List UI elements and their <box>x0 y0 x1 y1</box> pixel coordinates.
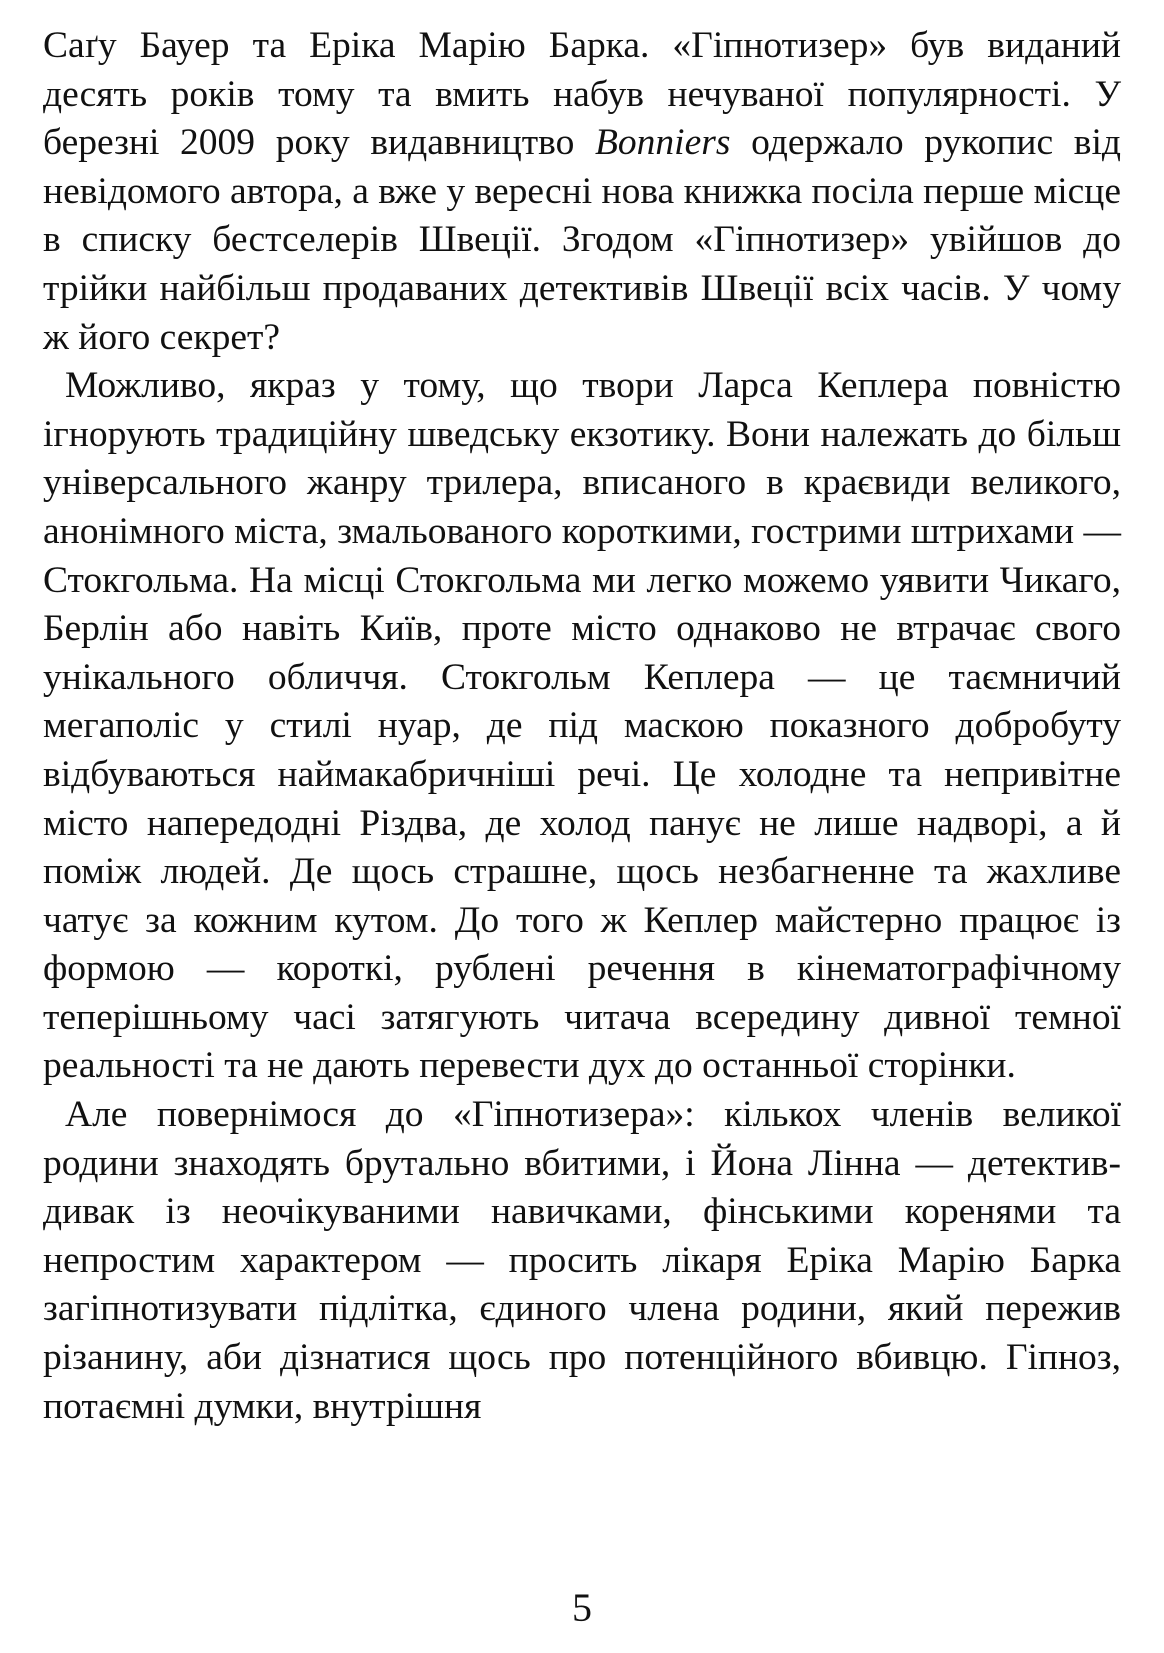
page-text-body <box>43 22 1121 1431</box>
paragraph-1-text-end: одержало рукопис від невідомого автора, а вже у вересні нова книжка посіла перше місце в списку бестселерів Швеції. Згодом «Гіпнотизер» увійшов до трійки найбільш продаваних детективів Швеції всіх часів. У чому ж його секрет? <box>43 122 1121 358</box>
paragraph-2: Можливо, якраз у тому, що твори Ларса Кеплера повністю ігнорують традиційну шведську екзотику. Вони належать до більш універсального жанру трилера, вписаного в краєвиди великого, анонімного міста, змальованого короткими, гострими штрихами — Стокгольма. На місці Стокгольма ми легко можемо уявити Чикаго, Берлін або навіть Київ, проте місто однаково не втрачає свого унікального обличчя. Стокгольм Кеплера — це таємничий мегаполіс у стилі нуар, де під маскою показного добробуту відбуваються наймакабричніші речі. Це холодне та непривітне місто напередодні Різдва, де холод панує не лише надворі, а й поміж людей. Де щось страшне, щось незбагненне та жахливе чатує за кожним кутом. До того ж Кеплер майстерно працює із формою — короткі, рублені речення в кінематографічному теперішньому часі затягують читача всередину дивної темної реальності та не дають перевести дух до останньої сторінки. <box>43 365 1121 1087</box>
paragraph-1-text-start: Саґу Бауер та Еріка Марію Барка. «Гіпнотизер» був виданий десять років тому та вмить набув нечуваної популярності. У березні 2009 року видавництво <box>43 25 1121 164</box>
paragraph-1 <box>43 22 1121 362</box>
paragraph-3: Але повернімося до «Гіпнотизера»: кількох членів великої родини знаходять брутально вбитими, і Йона Лінна — детектив-дивак із неочікуваними навичками, фінськими коренями та непростим характером — просить лікаря Еріка Марію Барка загіпнотизувати підлітка, єдиного члена родини, який пережив різанину, аби дізнатися щось про потенційного вбивцю. Гіпноз, потаємні думки, внутрішня <box>43 1094 1121 1427</box>
page-number: 5 <box>572 1585 592 1630</box>
publisher-name-italic: Bonniers <box>595 122 731 164</box>
